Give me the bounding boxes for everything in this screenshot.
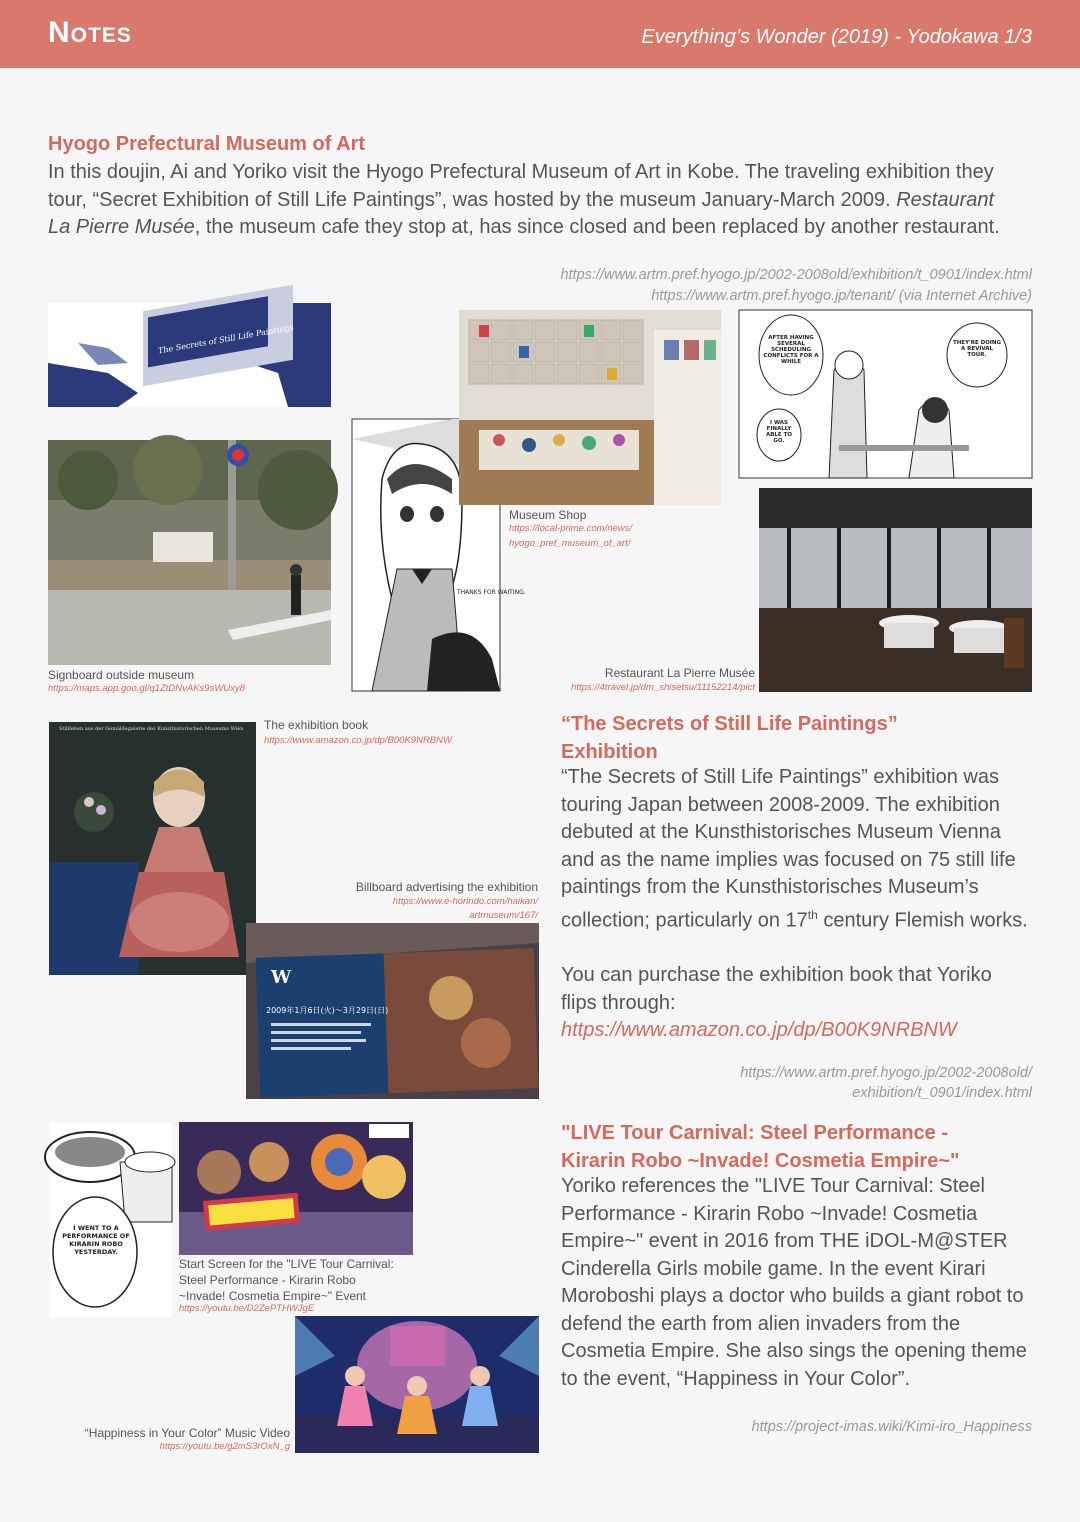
bubble-kirarin: I WENT TO A PERFORMANCE OF KIRARIN ROBO YESTERDAY.: [62, 1224, 130, 1256]
restaurant-photo: [759, 488, 1032, 692]
amazon-book-link[interactable]: https://www.amazon.co.jp/dp/B00K9NRBNW: [561, 1019, 957, 1042]
caption-signboard: Signboard outside museum: [48, 668, 195, 682]
caption-restaurant: Restaurant La Pierre Musée: [604, 666, 755, 680]
museum-shop-photo: [459, 310, 721, 505]
caption-book: The exhibition book: [264, 718, 369, 732]
exhibition-para2: You can purchase the exhibition book that Yoriko flips through:: [561, 964, 992, 1014]
caption-restaurant-url[interactable]: https://4travel.jp/dm_shisetsu/11152214/pict: [571, 682, 755, 693]
music-video-photo: [295, 1316, 539, 1453]
caption-billboard-url-2[interactable]: artmuseum/167/: [469, 910, 538, 921]
section-body-museum: [48, 159, 1008, 242]
banner-photo: [48, 303, 331, 407]
source-link-museum-1[interactable]: https://www.artm.pref.hyogo.jp/2002-2008old/exhibition/t_0901/index.html: [560, 267, 1032, 283]
manga-panel-meeting: [739, 310, 1032, 478]
source-link-exhibition-1[interactable]: https://www.artm.pref.hyogo.jp/2002-2008old/: [740, 1065, 1032, 1081]
bubble-revival: THEY'RE DOING A REVIVAL TOUR.: [952, 340, 1002, 358]
caption-music-video: “Happiness in Your Color” Music Video: [84, 1426, 290, 1440]
start-caption-line2: Steel Performance - Kirarin Robo: [179, 1273, 356, 1287]
exhibition-para1-sup: th: [807, 907, 818, 922]
caption-start-screen: [179, 1256, 394, 1304]
start-caption-line1: Start Screen for the "LIVE Tour Carnival:: [179, 1257, 394, 1271]
book-cover-text: Stillleben aus der Gemäldegalerie des Kunsthistorischen Museums Wien: [59, 726, 244, 732]
caption-start-url[interactable]: https://youtu.be/D2ZePTHWJgE: [179, 1303, 315, 1314]
live-tour-heading-line1: "LIVE Tour Carnival: Steel Performance -: [561, 1122, 948, 1144]
caption-shop-url-1[interactable]: https://local-prime.com/news/: [509, 523, 633, 534]
exhibition-para1-end: century Flemish works.: [817, 909, 1028, 932]
caption-billboard-url-1[interactable]: https://www.e-horindo.com/haikan/: [392, 896, 538, 907]
start-caption-line3: ~Invade! Cosmetia Empire~" Event: [179, 1289, 367, 1303]
caption-billboard: Billboard advertising the exhibition: [355, 880, 538, 894]
billboard-date-text: 2009年1月6日(火)～3月29日(日): [266, 1006, 389, 1015]
museum-para-a: In this doujin, Ai and Yoriko visit the Hyogo Prefectural Museum of Art in Kobe. The traveling exhibition they tour, “Secret Exhibition of Still Life Paintings”, was hosted by the museum January-March 2009.: [48, 161, 994, 211]
live-tour-heading-line2: Kirarin Robo ~Invade! Cosmetia Empire~": [561, 1150, 960, 1172]
exhibition-book-photo: [49, 722, 256, 975]
page-subtitle: Everything’s Wonder (2019) - Yodokawa 1/3: [641, 26, 1032, 48]
bubble-finally: I WAS FINALLY ABLE TO GO.: [765, 420, 793, 444]
exhibition-heading-line2: Exhibition: [561, 741, 658, 763]
caption-music-video-url[interactable]: https://youtu.be/g2mS3rOxN_g: [159, 1441, 290, 1452]
signboard-photo: [48, 440, 331, 665]
bubble-thanks: THANKS FOR WAITING.: [457, 589, 526, 596]
section-heading-live-tour: [561, 1119, 959, 1175]
section-body-exhibition: [561, 764, 1031, 1045]
section-body-live-tour: Yoriko references the "LIVE Tour Carnival: Steel Performance - Kirarin Robo ~Invade! Cosmetia Empire~" event in 2016 from THE iDOL-M@STER Cinderella Girls mobile game. In the event Kirari Moroboshi plays a doctor who builds a giant robot to defend the earth from alien invaders from the Cosmetia Empire. She also sings the opening theme to the event, “Happiness in Your Color”.: [561, 1175, 1027, 1390]
billboard-photo: [246, 923, 539, 1099]
manga-panel-cups: [50, 1122, 172, 1318]
source-link-museum-2[interactable]: https://www.artm.pref.hyogo.jp/tenant/ (via Internet Archive): [651, 288, 1032, 304]
bubble-conflicts: AFTER HAVING SEVERAL SCHEDULING CONFLICTS FOR A WHILE: [763, 335, 819, 365]
source-link-exhibition-2[interactable]: exhibition/t_0901/index.html: [852, 1085, 1032, 1101]
svg-text:W: W: [271, 967, 292, 988]
start-screen-photo: [179, 1122, 413, 1255]
exhibition-heading-line1: “The Secrets of Still Life Paintings”: [561, 713, 898, 735]
museum-para-b: , the museum cafe they stop at, has since closed and been replaced by another restaurant.: [194, 216, 1000, 238]
page-title: Notes: [48, 16, 132, 49]
caption-signboard-url[interactable]: https://maps.app.goo.gl/q1ZtDNvAKs9sWUxy8: [48, 683, 245, 694]
section-heading-exhibition: [561, 710, 898, 766]
section-heading-museum: Hyogo Prefectural Museum of Art: [48, 133, 366, 155]
source-link-live-tour[interactable]: https://project-imas.wiki/Kimi-iro_Happiness: [751, 1419, 1032, 1435]
caption-shop-url-2[interactable]: hyogo_pref_museum_of_art/: [509, 538, 631, 549]
caption-book-url[interactable]: https://www.amazon.co.jp/dp/B00K9NRBNW: [264, 735, 452, 746]
page-header: [0, 0, 1080, 68]
caption-shop: Museum Shop: [509, 508, 587, 522]
museum-para-italic: Restaurant La Pierre Musée: [48, 188, 995, 238]
exhibition-para1: “The Secrets of Still Life Paintings” exhibition was touring Japan between 2008-2009. The exhibition debuted at the Kunsthistorisches Museum Vienna and as the name implies was focused on 75 still life paintings from the Kunsthistorisches Museum’s collection; particularly on 17: [561, 766, 1016, 932]
banner-sign-text: The Secrets of Still Life Paintings: [158, 322, 294, 356]
